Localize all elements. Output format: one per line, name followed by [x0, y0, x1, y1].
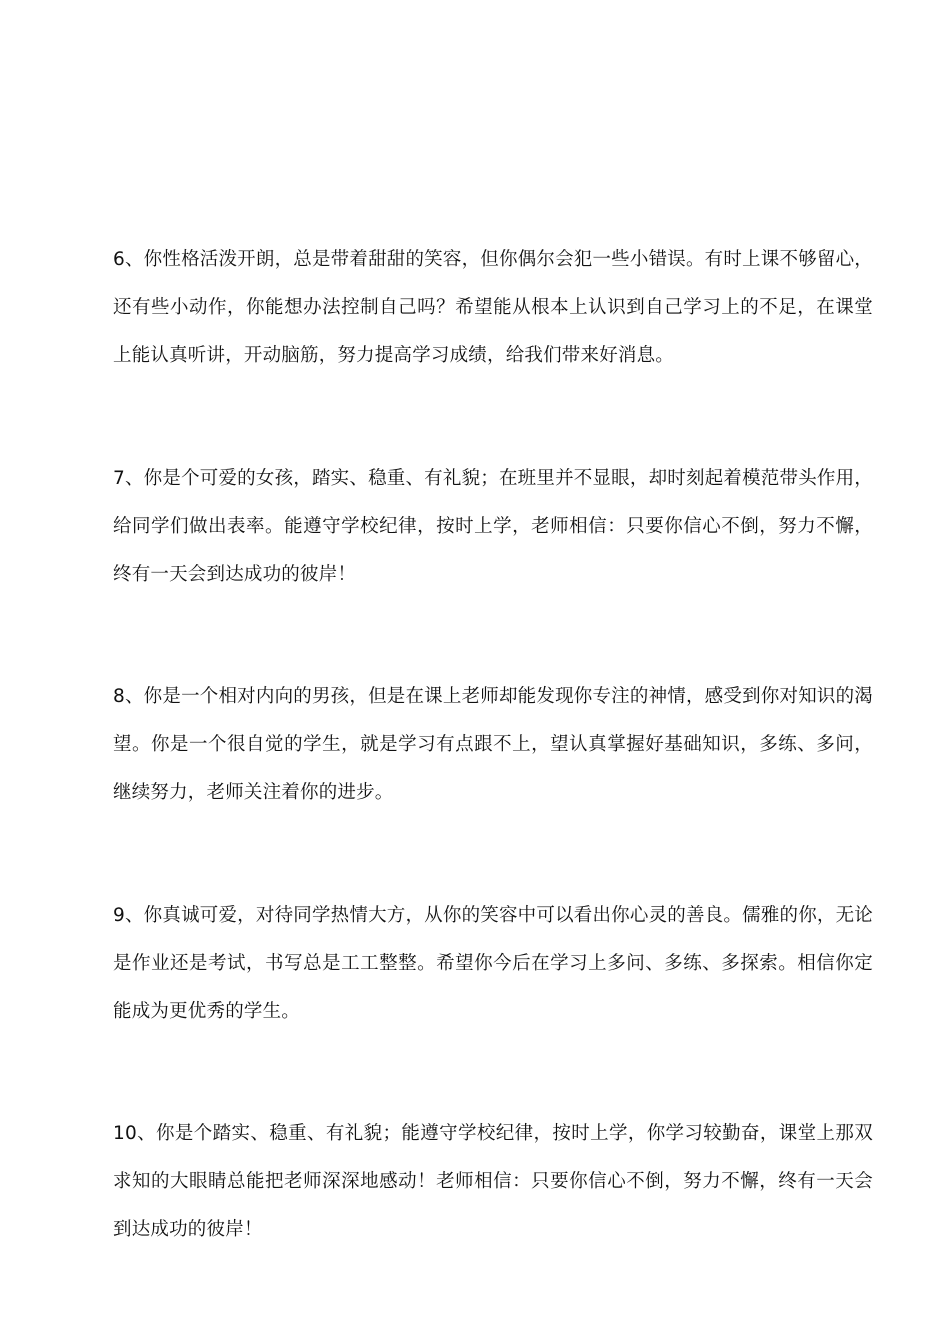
- comment-paragraph-7: 7、你是个可爱的女孩，踏实、稳重、有礼貌；在班里并不显眼，却时刻起着模范带头作用，给同学们做出表率。能遵守学校纪律，按时上学，老师相信：只要你信心不倒，努力不懈，终有一天会到达成功的彼岸！: [113, 468, 873, 585]
- comment-paragraph-10: 10、你是个踏实、稳重、有礼貌；能遵守学校纪律，按时上学，你学习较勤奋，课堂上那双求知的大眼睛总能把老师深深地感动！老师相信：只要你信心不倒，努力不懈，终有一天会到达成功的彼岸！: [113, 1123, 873, 1240]
- comment-paragraph-8: 8、你是一个相对内向的男孩，但是在课上老师却能发现你专注的神情，感受到你对知识的渴望。你是一个很自觉的学生，就是学习有点跟不上，望认真掌握好基础知识，多练、多问，继续努力，老师关注着你的进步。: [113, 686, 873, 803]
- comment-paragraph-6: 6、你性格活泼开朗，总是带着甜甜的笑容，但你偶尔会犯一些小错误。有时上课不够留心，还有些小动作，你能想办法控制自己吗？希望能从根本上认识到自己学习上的不足，在课堂上能认真听讲，开动脑筋，努力提高学习成绩，给我们带来好消息。: [113, 249, 873, 366]
- comment-paragraph-9: 9、你真诚可爱，对待同学热情大方，从你的笑容中可以看出你心灵的善良。儒雅的你，无论是作业还是考试，书写总是工工整整。希望你今后在学习上多问、多练、多探索。相信你定能成为更优秀的学生。: [113, 905, 873, 1022]
